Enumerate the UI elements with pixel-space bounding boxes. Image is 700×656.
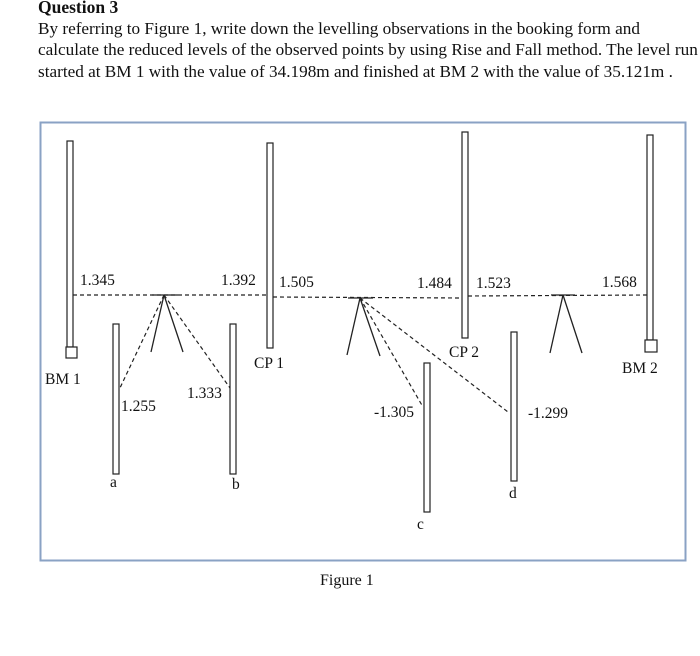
reading-cp2-backsight: 1.523 (476, 275, 511, 292)
staff-d (511, 332, 517, 481)
label-c: c (417, 516, 424, 533)
level-instrument-2-icon (347, 298, 380, 356)
question-body: By referring to Figure 1, write down the levelling observations in the booking form and calculate the reduced levels of the observed points by using Rise and Fall method. The level run started at BM 1 with the value of 34.198m and finished at BM 2 with the value of 35.121m . (38, 19, 698, 81)
staff-b (230, 324, 236, 474)
reading-d: -1.299 (528, 405, 569, 422)
lines-of-sight (73, 295, 647, 412)
label-bm1: BM 1 (45, 371, 81, 388)
label-cp1: CP 1 (254, 355, 285, 372)
label-b: b (232, 476, 240, 493)
staff-bm2 (647, 135, 653, 340)
question-title: Question 3 (38, 0, 119, 17)
label-d: d (509, 485, 517, 502)
reading-cp1-foresight: 1.392 (221, 272, 256, 289)
staff-a (113, 324, 119, 474)
figure-frame (41, 123, 686, 561)
level-instrument-3-icon (550, 295, 582, 353)
staff-cp1 (267, 143, 273, 348)
reading-bm2: 1.568 (602, 274, 637, 291)
level-instrument-1-icon (151, 295, 183, 352)
label-cp2: CP 2 (449, 344, 480, 361)
label-a: a (110, 474, 117, 491)
reading-c: -1.305 (374, 404, 415, 421)
staff-bm1 (67, 141, 73, 347)
label-bm2: BM 2 (622, 360, 658, 377)
reading-cp2-foresight: 1.484 (417, 275, 452, 292)
reading-a: 1.255 (121, 398, 156, 415)
staff-c (424, 363, 430, 512)
benchmark-bm2 (645, 340, 657, 352)
figure-caption: Figure 1 (320, 572, 374, 589)
staff-cp2 (462, 132, 468, 338)
reading-cp1-backsight: 1.505 (279, 274, 314, 291)
reading-bm1: 1.345 (80, 272, 115, 289)
reading-b: 1.333 (187, 385, 222, 402)
benchmark-bm1 (66, 347, 77, 358)
